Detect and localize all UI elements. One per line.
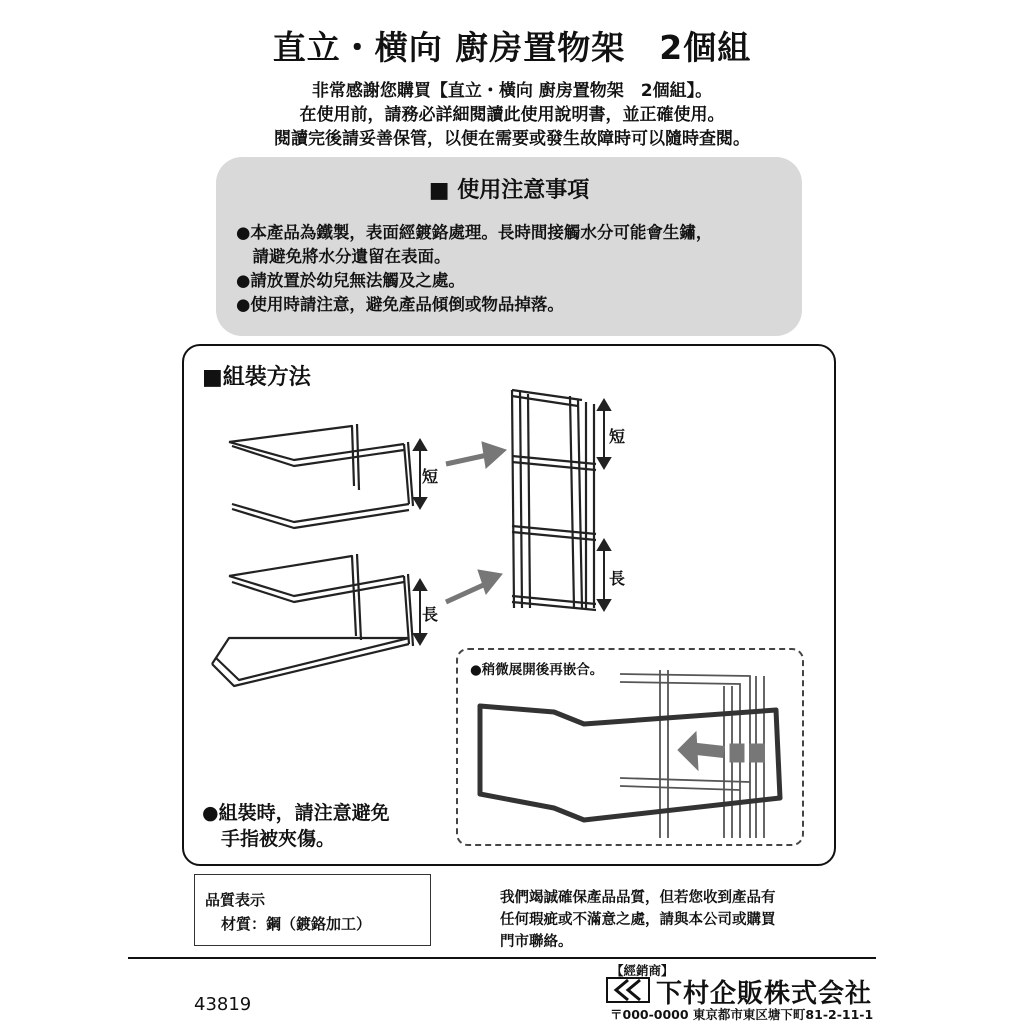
guarantee-line-1: 我們竭誠確保產品品質，但若您收到產品有: [500, 890, 776, 906]
upright-stand-illustration: [512, 390, 596, 610]
footer-divider: [128, 957, 876, 959]
assembly-title: ■組裝方法: [202, 365, 311, 390]
company-address: 〒000-0000 東京都市東区塘下町81-2-11-1: [610, 1007, 874, 1022]
page-title: 直立・横向 廚房置物架 2個組: [272, 28, 752, 67]
detail-callout: [456, 648, 804, 846]
company-logo-icon: [606, 977, 650, 1003]
distributor-tag: 【經銷商】: [611, 963, 674, 978]
arrow-right-icon: [446, 442, 506, 602]
quality-label-box: [194, 874, 431, 946]
label-long-rack: 長: [422, 605, 439, 624]
label-short-slot: 短: [609, 427, 626, 446]
product-code: 43819: [194, 994, 252, 1015]
usage-notice-panel: [216, 157, 802, 336]
notice-title: ■ 使用注意事項: [428, 178, 590, 203]
guarantee-line-3: 門市聯絡。: [500, 934, 573, 950]
warning-line-1: ●組裝時，請注意避免: [202, 802, 390, 824]
notice-item-1-cont: 請避免將水分遺留在表面。: [236, 247, 451, 266]
intro-line-1: 非常感謝您購買【直立・橫向 廚房置物架 2個組】。: [311, 81, 713, 101]
notice-item-2: ●請放置於幼兒無法觸及之處。: [236, 271, 465, 290]
label-long-slot: 長: [609, 569, 626, 588]
assembly-section: [182, 344, 836, 866]
quality-material: 材質：鋼（鍍鉻加工）: [221, 915, 372, 933]
notice-item-3: ●使用時請注意，避免產品傾倒或物品掉落。: [236, 295, 564, 314]
guarantee-line-2: 任何瑕疵或不滿意之處，請與本公司或購買: [500, 912, 776, 928]
long-rack-illustration: [212, 554, 413, 686]
short-rack-illustration: [229, 424, 413, 528]
intro-line-3: 閱讀完後請妥善保管，以便在需要或發生故障時可以隨時查閱。: [274, 129, 750, 149]
notice-item-1: ●本產品為鐵製，表面經鍍鉻處理。長時間接觸水分可能會生鏽，: [236, 223, 713, 242]
company-name: 下村企販株式会社: [656, 979, 873, 1009]
intro-line-2: 在使用前，請務必詳細閱讀此使用說明書，並正確使用。: [299, 105, 725, 125]
label-short-rack: 短: [422, 467, 439, 486]
quality-title: 品質表示: [205, 891, 266, 909]
detail-note: ●稍微展開後再嵌合。: [470, 662, 604, 678]
warning-line-2: 手指被夾傷。: [202, 828, 336, 850]
